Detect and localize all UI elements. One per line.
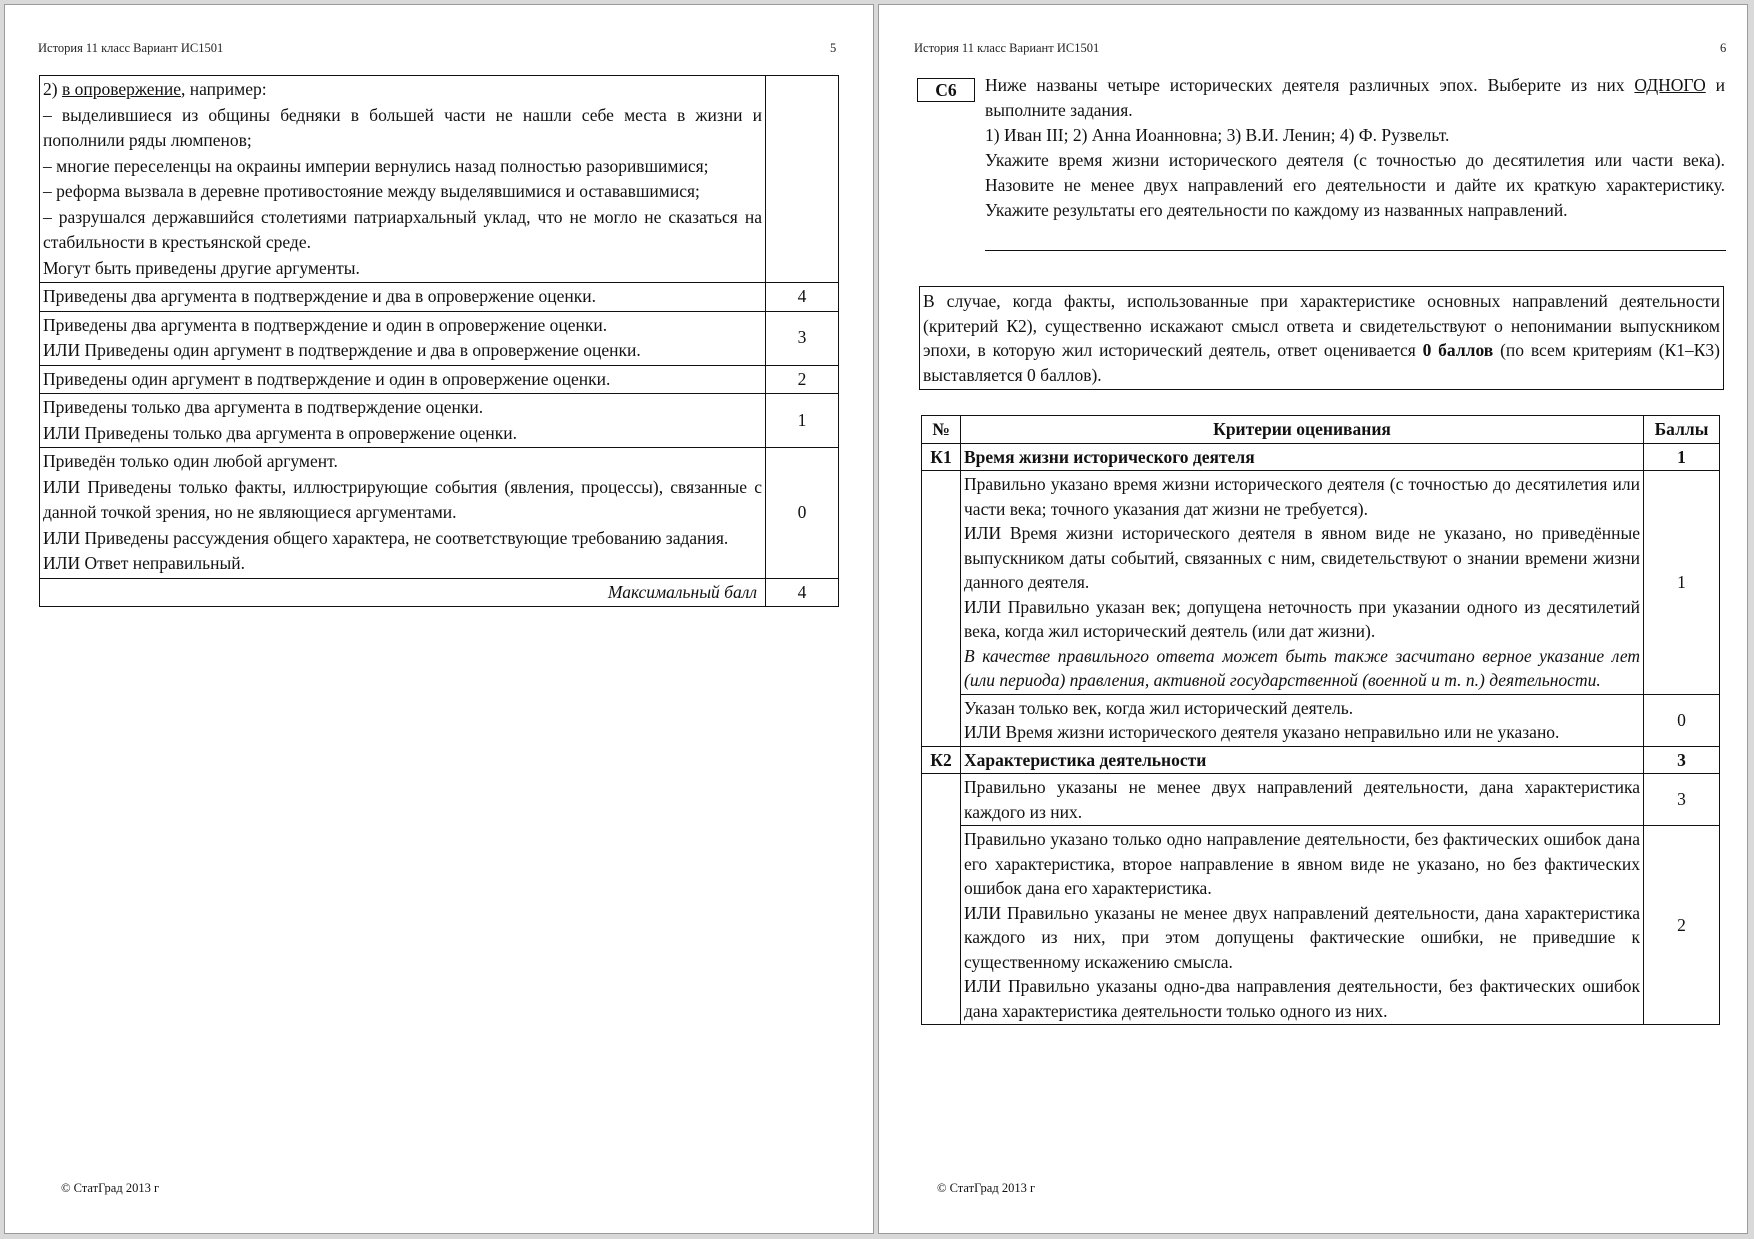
header-points: Баллы: [1644, 416, 1720, 444]
criterion-line: Указан только век, когда жил исторический деятель.: [964, 697, 1354, 718]
refutation-row: [40, 76, 839, 283]
criterion-line: Правильно указаны не менее двух направлений деятельности, дана характеристика каждого из них.: [964, 777, 1640, 822]
criteria-header-row: [922, 416, 1720, 444]
task-instructions: Укажите время жизни исторического деятеля (с точностью до десятилетия или части века). Назовите не менее двух направлений его деятельности и дайте их краткую характеристику. Укажите результаты его деятельности по каждому из названных направлений.: [985, 150, 1725, 220]
score-line: ИЛИ Приведены один аргумент в подтверждение и два в опровержение оценки.: [43, 340, 641, 360]
max-score-value: 4: [766, 578, 839, 607]
criterion-num: К2: [922, 746, 961, 774]
score-line: ИЛИ Приведены только два аргумента в опровержение оценки.: [43, 422, 517, 443]
criterion-score: 2: [1644, 826, 1720, 1025]
refutation-item: – разрушался державшийся столетиями патриархальный уклад, что не могло не сказаться на стабильности в крестьянской среде.: [43, 206, 762, 252]
header-num: №: [922, 416, 961, 444]
task-intro-emphasis: ОДНОГО: [1634, 75, 1706, 95]
criterion-line: ИЛИ Правильно указаны не менее двух направлений деятельности, дана характеристика каждого из них, при этом допущены фактические ошибки, не приведшие к существенному искажению смысла.: [964, 902, 1640, 972]
criterion-num-empty: [922, 471, 961, 747]
score-description: [40, 365, 766, 394]
criterion-k1-row: [922, 443, 1720, 471]
criterion-num: К1: [922, 443, 961, 471]
score-line: ИЛИ Приведены рассуждения общего характера, не соответствующие требованию задания.: [43, 527, 729, 548]
left-page-number: 5: [830, 41, 837, 55]
left-scoring-table: [39, 75, 839, 607]
refutation-item: – реформа вызвала в деревне противостояние между выделявшимися и остававшимися;: [43, 181, 700, 201]
left-page: [4, 4, 874, 1234]
criterion-level-row: [922, 694, 1720, 746]
score-row: [40, 365, 839, 394]
score-description: [40, 311, 766, 365]
right-page-number: 6: [1720, 41, 1727, 55]
criterion-line: ИЛИ Время жизни исторического деятеля указано неправильно или не указано.: [964, 722, 1560, 742]
criterion-title: Характеристика деятельности: [961, 746, 1644, 774]
criterion-score: 1: [1644, 471, 1720, 695]
score-line: Приведены два аргумента в подтверждение и два в опровержение оценки.: [43, 286, 596, 306]
task-body: [985, 73, 1725, 223]
right-page-footer: © СтатГрад 2013 г: [937, 1181, 1036, 1195]
score-line: Приведён только один любой аргумент.: [43, 451, 338, 471]
criterion-description: [961, 694, 1644, 746]
score-line: ИЛИ Приведены только факты, иллюстрирующие события (явления, процессы), связанные с данной точкой зрения, но не являющиеся аргументами.: [43, 476, 762, 522]
right-page: [878, 4, 1748, 1234]
max-score-row: [40, 578, 839, 607]
criterion-k2-row: [922, 746, 1720, 774]
criterion-description: [961, 826, 1644, 1025]
score-value: 2: [766, 365, 839, 394]
score-row: [40, 311, 839, 365]
score-description: [40, 448, 766, 579]
criterion-points: 1: [1644, 443, 1720, 471]
criterion-level-row: [922, 774, 1720, 826]
score-row: [40, 448, 839, 579]
left-page-footer: © СтатГрад 2013 г: [61, 1181, 160, 1195]
criterion-level-row: [922, 471, 1720, 695]
refutation-keyword: в опровержение: [61, 79, 182, 99]
refutation-cell: [40, 76, 766, 283]
score-row: [40, 283, 839, 312]
note-text: В случае, когда факты, использованные при характеристике основных направлений деятельности (критерий К2), существенно искажают смысл ответа и свидетельствуют о непонимании выпускником эпохи, в которую жил исторический деятель, ответ оценивается: [923, 291, 1720, 360]
score-line: Приведены два аргумента в подтверждение и один в опровержение оценки.: [43, 314, 608, 335]
criterion-score: 0: [1644, 694, 1720, 746]
task-block: [917, 73, 1725, 223]
criterion-score: 3: [1644, 774, 1720, 826]
criterion-title: Время жизни исторического деятеля: [961, 443, 1644, 471]
score-value: 4: [766, 283, 839, 312]
scoring-note-box: [919, 286, 1724, 390]
criterion-description: [961, 774, 1644, 826]
criterion-line: ИЛИ Правильно указаны одно-два направления деятельности, без фактических ошибок дана характеристика деятельности только одного из них.: [964, 976, 1640, 1021]
task-divider: [985, 250, 1726, 251]
criterion-italic-note: В качестве правильного ответа может быть также засчитано верное указание лет (или периода) правления, активной государственной (военной и т. п.) деятельности.: [964, 645, 1640, 690]
task-intro: Ниже названы четыре исторических деятеля различных эпох. Выберите из них ОДНОГО и выполните задания.: [985, 75, 1725, 120]
score-line: Приведены только два аргумента в подтверждение оценки.: [43, 397, 484, 417]
criterion-line: ИЛИ Правильно указан век; допущена неточность при указании одного из десятилетий века, когда жил исторический деятель (или дат жизни).: [964, 596, 1640, 641]
note-bold: 0 баллов: [1422, 340, 1494, 360]
max-score-label: Максимальный балл: [40, 578, 766, 607]
criterion-line: Правильно указано время жизни исторического деятеля (с точностью до десятилетия или части века; точного указания дат жизни не требуется).: [964, 474, 1640, 519]
note-text: (по всем критериям (К1–К3) выставляется 0 баллов).: [923, 340, 1720, 385]
score-row: [40, 394, 839, 448]
refutation-label: 2) в опровержение, например:: [43, 79, 267, 99]
score-cell-empty: [766, 76, 839, 283]
task-code-box: С6: [917, 78, 975, 102]
refutation-item: – многие переселенцы на окраины империи вернулись назад полностью разорившимися;: [43, 155, 709, 176]
task-options: 1) Иван III; 2) Анна Иоанновна; 3) В.И. Ленин; 4) Ф. Рузвельт.: [985, 125, 1450, 145]
score-line: Приведены один аргумент в подтверждение и один в опровержение оценки.: [43, 368, 611, 389]
right-page-header: История 11 класс Вариант ИС1501: [914, 41, 1100, 55]
criterion-num-empty: [922, 774, 961, 1025]
score-value: 3: [766, 311, 839, 365]
criterion-line: ИЛИ Время жизни исторического деятеля в явном виде не указано, но приведённые выпускником даты событий, связанных с ним, свидетельствуют о знании времени жизни данного деятеля.: [964, 523, 1640, 592]
criterion-level-row: [922, 826, 1720, 1025]
score-line: ИЛИ Ответ неправильный.: [43, 553, 245, 573]
criterion-description: [961, 471, 1644, 695]
criterion-line: Правильно указано только одно направление деятельности, без фактических ошибок дана его характеристика, второе направление в явном виде не указано, но без фактических ошибок дана его характеристика.: [964, 829, 1640, 898]
refutation-other: Могут быть приведены другие аргументы.: [43, 257, 360, 278]
header-criteria: Критерии оценивания: [961, 416, 1644, 444]
criterion-points: 3: [1644, 746, 1720, 774]
score-description: [40, 283, 766, 312]
refutation-item: – выделившиеся из общины бедняки в большей части не нашли себе места в жизни и пополнили ряды люмпенов;: [43, 104, 762, 150]
score-value: 0: [766, 448, 839, 579]
score-value: 1: [766, 394, 839, 448]
left-page-header: История 11 класс Вариант ИС1501: [38, 41, 224, 55]
criteria-table: [921, 415, 1720, 1025]
score-description: [40, 394, 766, 448]
